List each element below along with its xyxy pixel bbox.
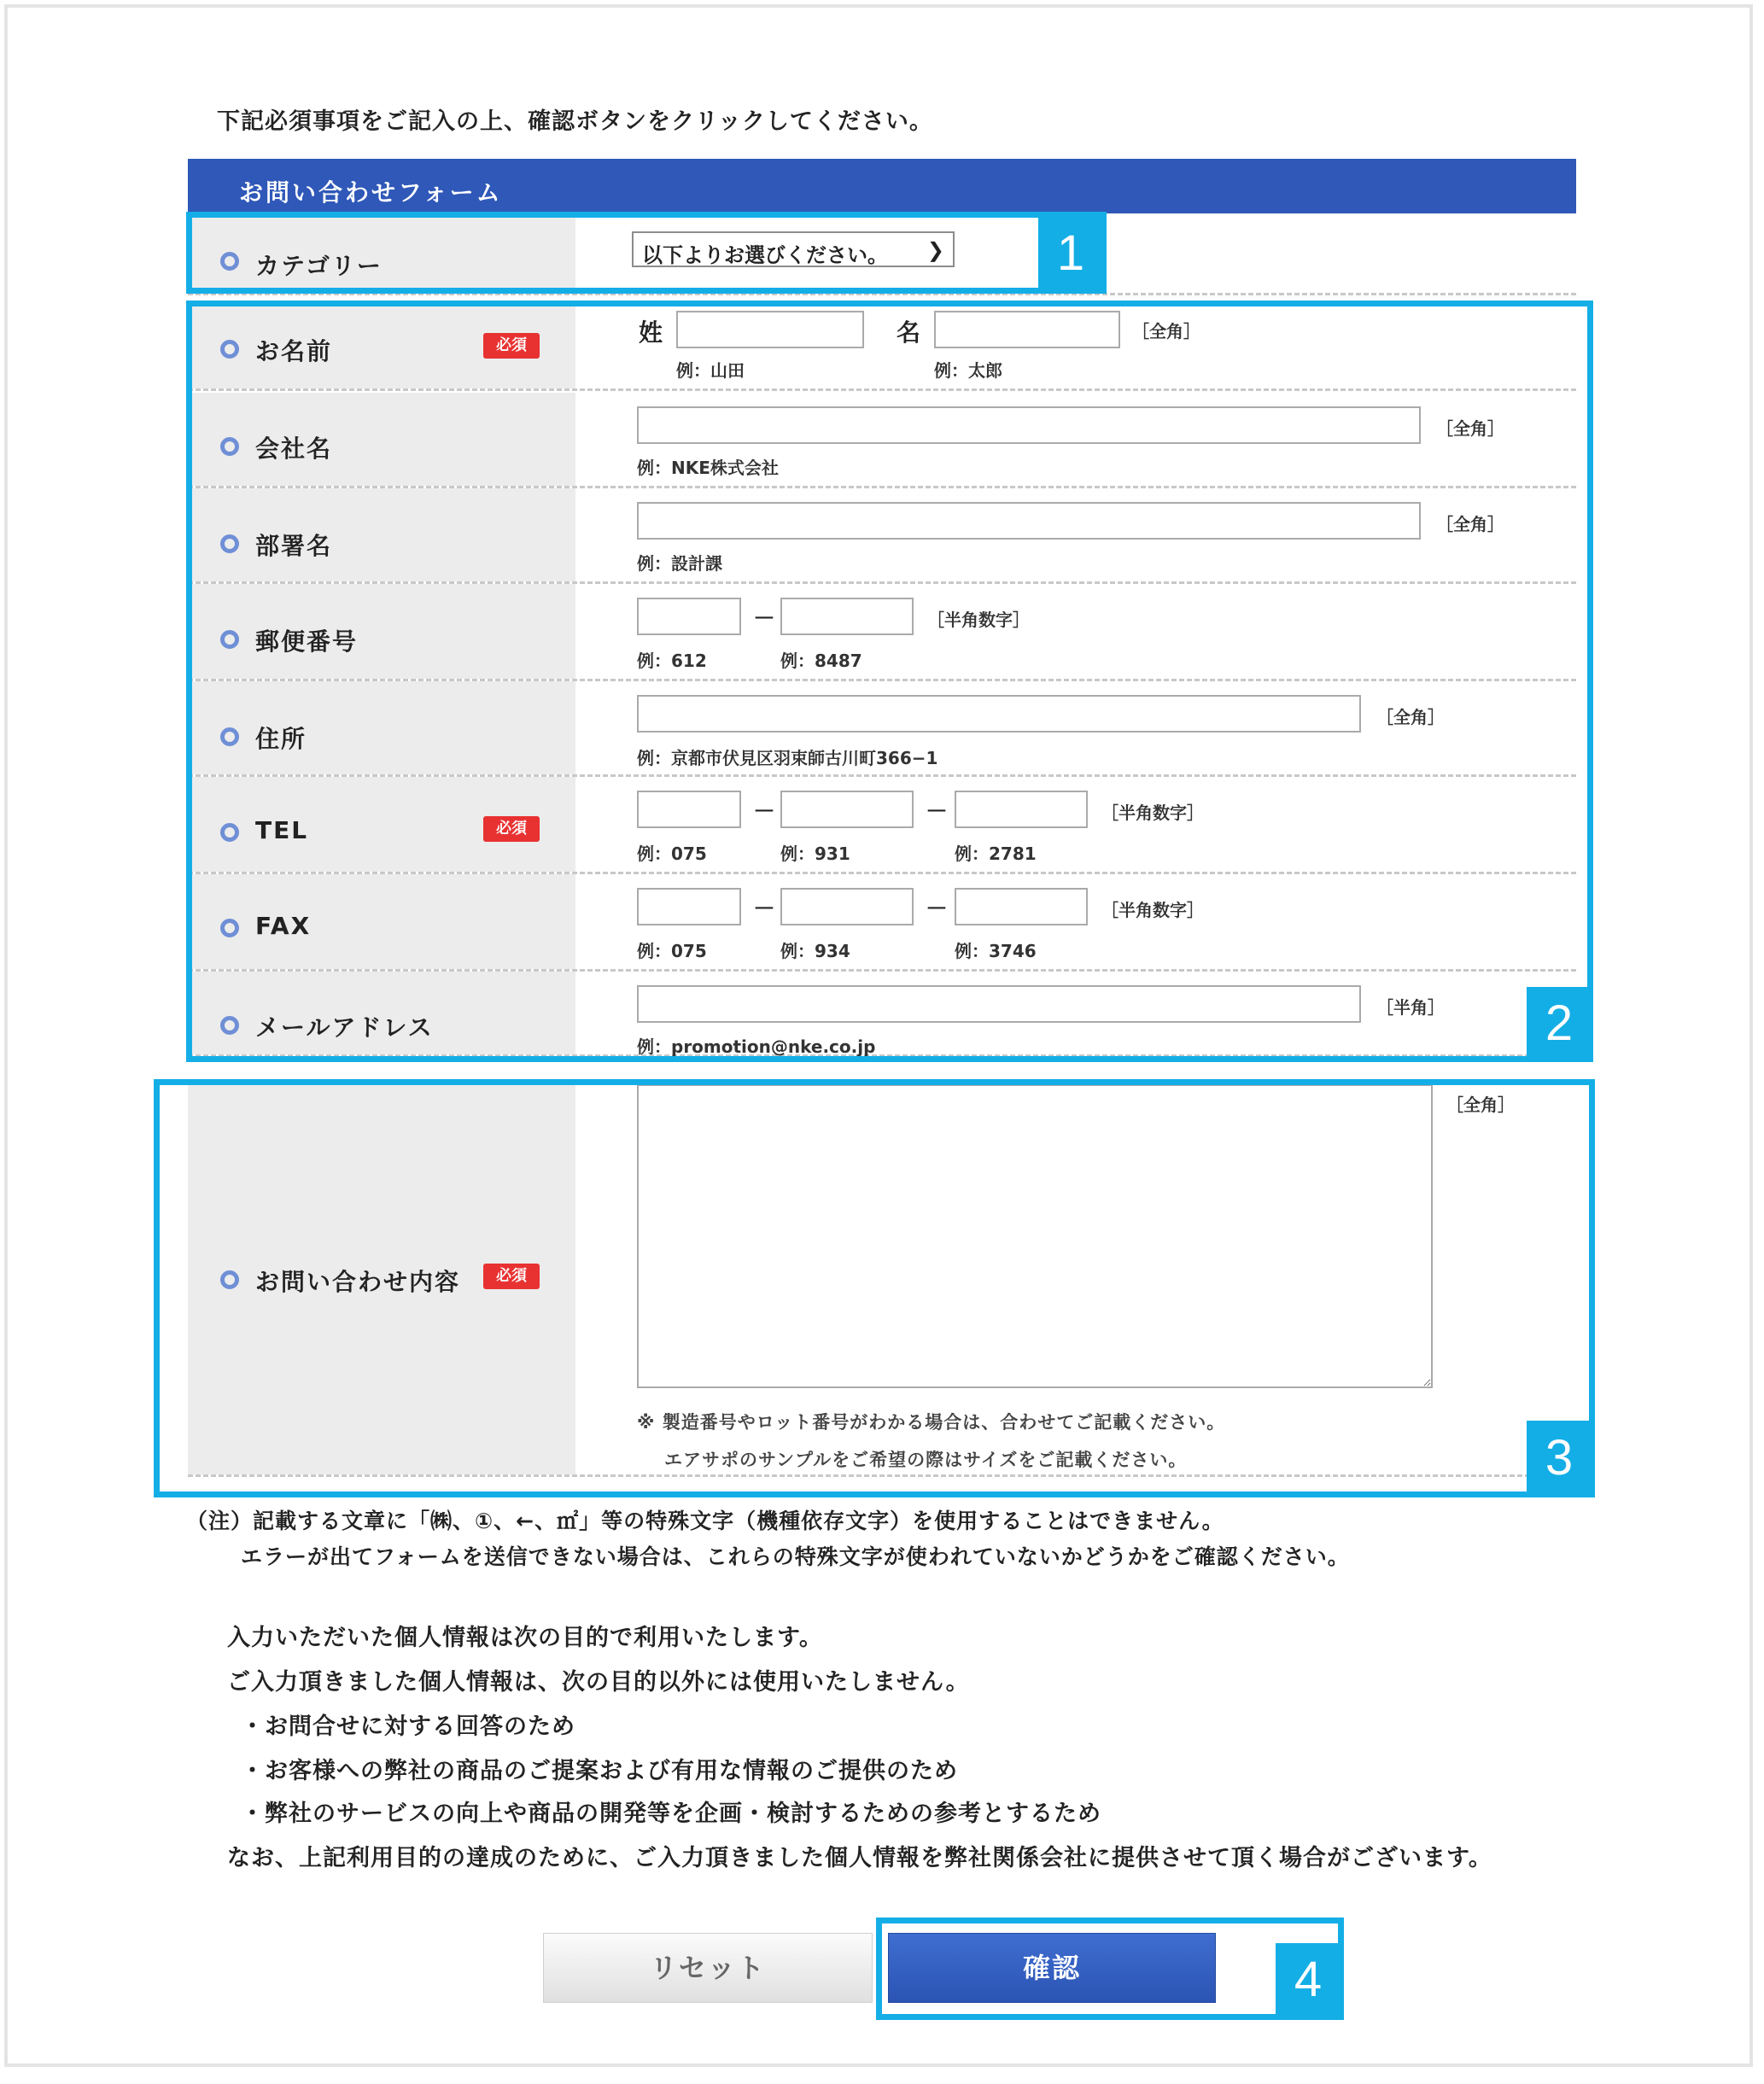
tel-example-1: 例：075	[637, 844, 707, 864]
caution-text-2: エラーが出てフォームを送信できない場合は、これらの特殊文字が使われていないかどうかをご確認ください。	[241, 1544, 1350, 1569]
tel-example-2: 例：931	[780, 844, 850, 864]
fax-suffix: ［半角数字］	[1101, 900, 1204, 920]
chevron-down-icon: ❯	[926, 238, 944, 262]
postal-label: 郵便番号	[255, 628, 359, 656]
privacy-line: ・お問合せに対する回答のため	[241, 1713, 575, 1740]
sei-example: 例：山田	[676, 360, 745, 381]
inquiry-note-2: エアサポのサンプルをご希望の際はサイズをご記載ください。	[664, 1450, 1188, 1470]
highlight-box-2	[186, 301, 1593, 1062]
fax-dash-1: －	[753, 896, 776, 922]
privacy-line: ・お客様への弊社の商品のご提案および有用な情報のご提供のため	[241, 1758, 958, 1784]
postal-dash: －	[753, 606, 776, 632]
privacy-line: ご入力頂きました個人情報は、次の目的以外には使用いたしません。	[227, 1669, 970, 1696]
fax-example-1: 例：075	[637, 941, 707, 961]
tel-label: TEL	[255, 816, 309, 844]
privacy-line: 入力いただいた個人情報は次の目的で利用いたします。	[227, 1625, 823, 1651]
privacy-line: なお、上記利用目的の達成のために、ご入力頂きました個人情報を弊社関係会社に提供させて頂く場合がございます。	[227, 1845, 1492, 1871]
intro-text: 下記必須事項をご記入の上、確認ボタンをクリックしてください。	[217, 108, 933, 135]
email-example: 例：promotion@nke.co.jp	[637, 1036, 876, 1057]
tel-suffix: ［半角数字］	[1101, 803, 1204, 823]
fax-example-2: 例：934	[780, 941, 850, 961]
mei-example: 例：太郎	[934, 360, 1002, 381]
confirm-button[interactable]: 確認	[888, 1933, 1216, 2003]
postal-suffix: ［半角数字］	[927, 610, 1030, 630]
postal-example-2: 例：8487	[780, 651, 862, 671]
company-example: 例：NKE株式会社	[637, 458, 779, 478]
tel-dash-1: －	[753, 799, 776, 825]
company-suffix: ［全角］	[1436, 418, 1504, 439]
highlight-box-3	[154, 1079, 1595, 1497]
caution-text-1: （注）記載する文章に「㈱、①、←、㎡」等の特殊文字（機種依存文字）を使用することはできません。	[186, 1509, 1224, 1533]
address-label: 住所	[255, 725, 307, 753]
category-select-value: 以下よりお選びください。	[642, 243, 888, 267]
reset-button[interactable]: リセット	[543, 1933, 873, 2003]
email-label: メールアドレス	[255, 1013, 434, 1042]
inquiry-label: お問い合わせ内容	[255, 1268, 461, 1296]
category-label: カテゴリー	[255, 252, 383, 280]
address-suffix: ［全角］	[1376, 707, 1445, 727]
email-suffix: ［半角］	[1376, 997, 1445, 1018]
postal-example-1: 例：612	[637, 651, 707, 671]
company-label: 会社名	[255, 435, 333, 463]
required-badge: 必須	[483, 816, 540, 842]
department-example: 例：設計課	[637, 553, 722, 574]
callout-1: 1	[1038, 215, 1103, 292]
address-example: 例：京都市伏見区羽束師古川町366−1	[637, 748, 938, 768]
tel-dash-2: －	[926, 799, 949, 825]
callout-4: 4	[1276, 1943, 1341, 2017]
form-title: お問い合わせフォーム	[188, 159, 1576, 213]
privacy-line: ・弊社のサービスの向上や商品の開発等を企画・検討するための参考とするため	[241, 1801, 1101, 1827]
inquiry-suffix: ［全角］	[1446, 1095, 1515, 1115]
callout-2: 2	[1527, 987, 1592, 1060]
highlight-box-1	[186, 212, 1107, 294]
sei-label: 姓	[639, 318, 663, 347]
fax-label: FAX	[255, 912, 312, 940]
required-badge: 必須	[483, 333, 540, 359]
department-label: 部署名	[255, 532, 333, 560]
mei-label: 名	[897, 318, 921, 347]
department-suffix: ［全角］	[1436, 514, 1504, 534]
tel-example-3: 例：2781	[955, 844, 1037, 864]
fax-dash-2: －	[926, 896, 949, 922]
required-badge: 必須	[483, 1264, 540, 1289]
highlight-box-4	[876, 1918, 1344, 2020]
inquiry-note-1: ※ 製造番号やロット番号がわかる場合は、合わせてご記載ください。	[637, 1412, 1226, 1433]
callout-3: 3	[1527, 1421, 1592, 1496]
name-suffix: ［全角］	[1132, 321, 1200, 341]
name-label: お名前	[255, 337, 333, 365]
fax-example-3: 例：3746	[955, 941, 1037, 961]
